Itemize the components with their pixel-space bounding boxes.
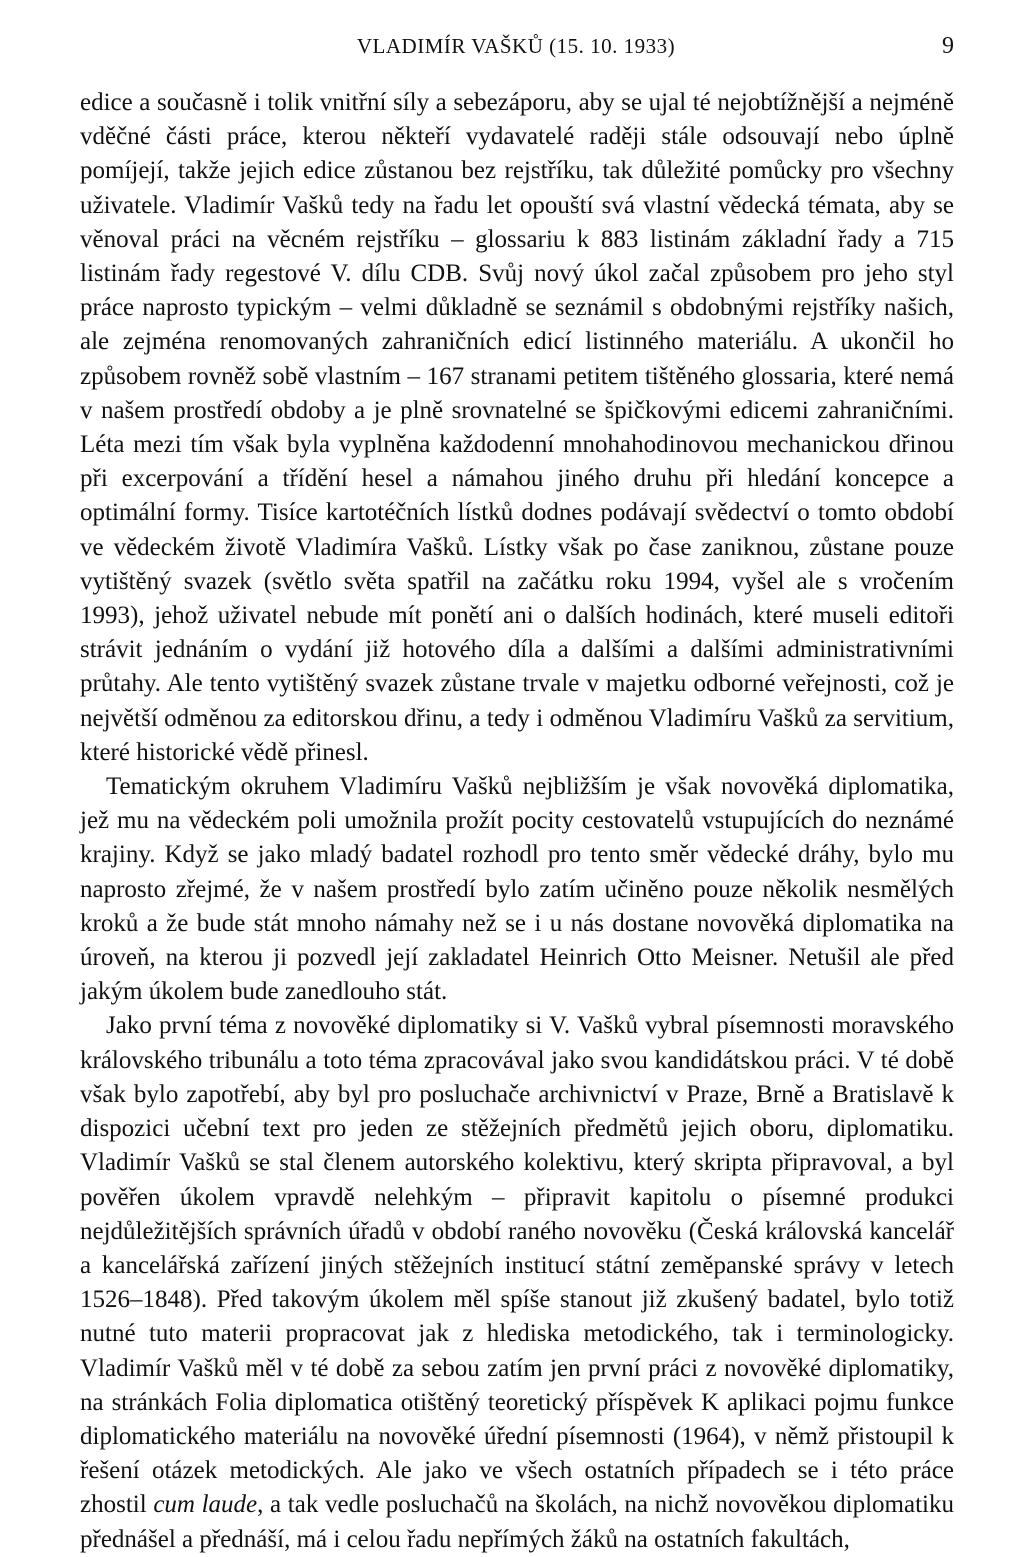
- paragraph-3-text-a: Jako první téma z novověké diplomatiky si V. Vašků vybral písemnosti moravského královského tribunálu a toto téma zpracovával jako svou kandidátskou práci. V té době však bylo zapotřebí, aby byl pro posluchače archivnictví v Praze, Brně a Bratislavě k dispozici učební text pro jeden ze stěžejních předmětů jejich oboru, diplomatiku. Vladimír Vašků se stal členem autorského kolektivu, který skripta připravoval, a byl pověřen úkolem vpravdě nelehkým – připravit kapitolu o písemné produkci nejdůležitějších správních úřadů v období raného novověku (Česká královská kancelář a kancelářská zařízení jiných stěžejních institucí státní zeměpanské správy v letech 1526–1848). Před takovým úkolem měl spíše stanout již zkušený badatel, bylo totiž nutné tuto materii propracovat jak z hlediska metodického, tak i terminologicky. Vladimír Vašků měl v té době za sebou zatím jen první práci z novověké diplomatiky, na stránkách Folia diplomatica otištěný teoretický příspěvek K aplikaci pojmu funkce diplomatického materiálu na novověké úřední písemnosti (1964), v němž přistoupil k řešení otázek metodických. Ale jako ve všech ostatních případech se i této práce zhostil: [80, 1012, 954, 1519]
- body-text: [80, 86, 954, 1557]
- page-header: [78, 30, 954, 62]
- paragraph-1-text: edice a současně i tolik vnitřní síly a sebezáporu, aby se ujal té nejobtížnější a nejméně vděčné části práce, kterou někteří vydavatelé raději stále odsouvají nebo úplně pomíjejí, takže jejich edice zůstanou bez rejstříku, tak důležité pomůcky pro všechny uživatele. Vladimír Vašků tedy na řadu let opouští svá vlastní vědecká témata, aby se věnoval práci na věcném rejstříku – glossariu k 883 listinám základní řady a 715 listinám řady regestové V. dílu CDB. Svůj nový úkol začal způsobem pro jeho styl práce naprosto typickým – velmi důkladně se seznámil s obdobnými rejstříky našich, ale zejména renomovaných zahraničních edicí listinného materiálu. A ukončil ho způsobem rovněž sobě vlastním – 167 stranami petitem tištěného glossaria, které nemá v našem prostředí obdoby a je plně srovnatelné se špičkovými edicemi zahraničními. Léta mezi tím však byla vyplněna každodenní mnohahodinovou mechanickou dřinou při excerpování a třídění hesel a námahou jiného druhu při hledání koncepce a optimální formy. Tisíce kartotéčních lístků dodnes podávají svědectví o tomto období ve vědeckém životě Vladimíra Vašků. Lístky však po čase zaniknou, zůstane pouze vytištěný svazek (světlo světa spatřil na začátku roku 1994, vyšel ale s vročením 1993), jehož uživatel nebude mít ponětí ani o dalších hodinách, které museli editoři strávit jednáním o vydání již hotového díla a dalšími a dalšími administrativními průtahy. Ale tento vytištěný svazek zůstane trvale v majetku odborné veřejnosti, což je největší odměnou za editorskou dřinu, a tedy i odměnou Vladimíru Vašků za servitium, které historické vědě přinesl.: [80, 89, 954, 766]
- running-title: VLADIMÍR VAŠKŮ (15. 10. 1933): [356, 34, 676, 58]
- paragraph-3-text-b: , a tak vedle posluchačů na školách, na nichž novověkou diplomatiku přednášel a přednáší, má i celou řadu nepřímých žáků na ostatních fakultách,: [80, 1491, 954, 1553]
- paragraph-2: [80, 770, 954, 1009]
- paragraph-2-text: Tematickým okruhem Vladimíru Vašků nejbližším je však novověká diplomatika, jež mu na vědeckém poli umožnila prožít pocity cestovatelů vstupujících do neznámé krajiny. Když se jako mladý badatel rozhodl pro tento směr vědecké dráhy, bylo mu naprosto zřejmé, že v našem prostředí bylo zatím učiněno pouze několik nesmělých kroků a že bude stát mnoho námahy než se i u nás dostane novověká diplomatika na úroveň, na kterou ji pozvedl její zakladatel Heinrich Otto Meisner. Netušil ale před jakým úkolem bude zanedlouho stát.: [80, 773, 954, 1006]
- paragraph-3: [80, 1009, 954, 1556]
- paragraph-1: [80, 86, 954, 770]
- paragraph-3-italic-phrase: cum laude: [153, 1491, 258, 1519]
- page-number: 9: [942, 33, 954, 59]
